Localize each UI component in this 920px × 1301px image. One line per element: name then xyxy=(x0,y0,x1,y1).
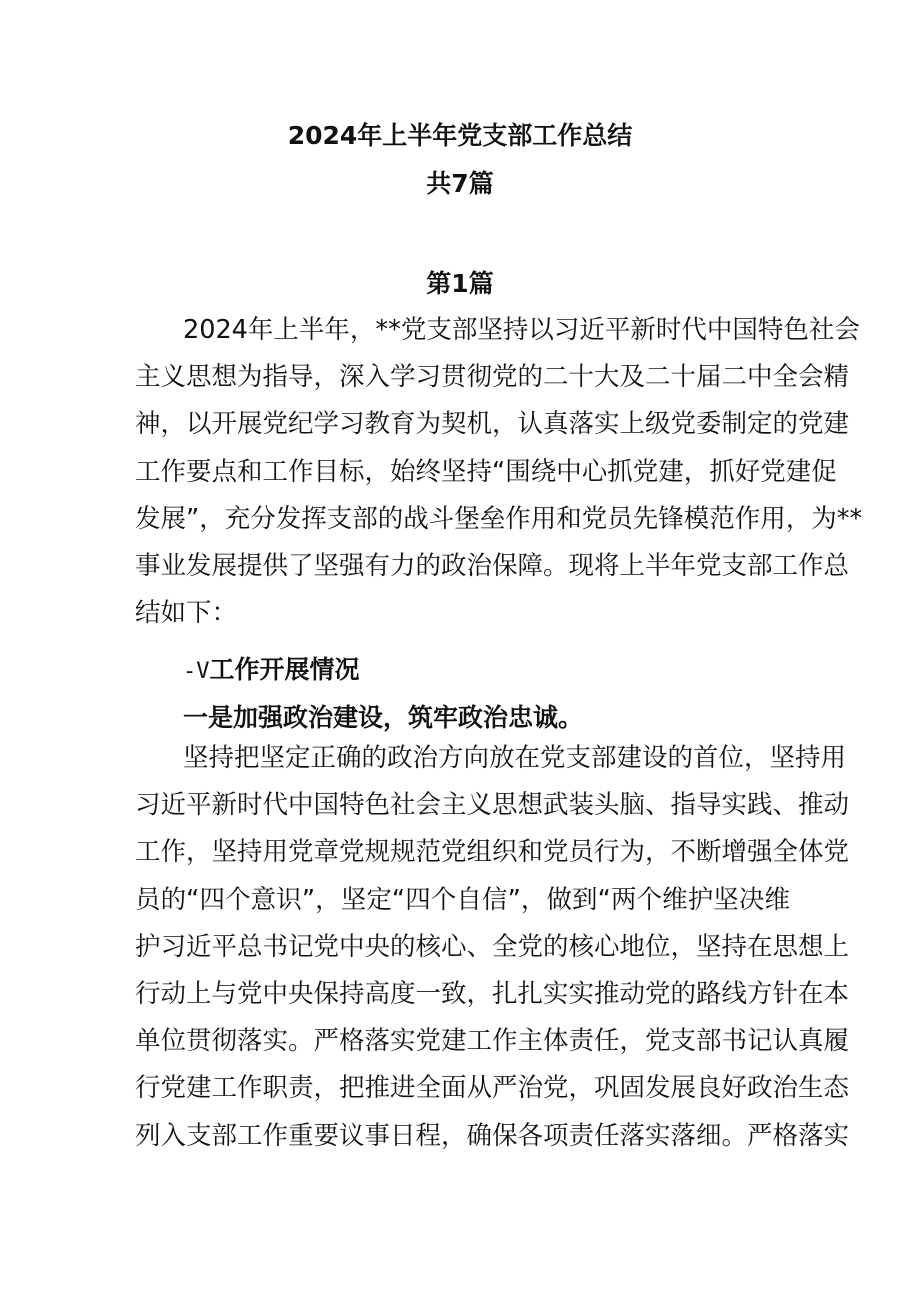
section-heading-text: 工作开展情况 xyxy=(209,655,360,684)
document-subtitle: 共7篇 xyxy=(426,169,494,198)
paragraph-line: 列入支部工作重要议事日程，确保各项责任落实落细。严格落实 xyxy=(135,1120,850,1151)
paragraph-line: 2024年上半年，**党支部坚持以习近平新时代中国特色社会 xyxy=(183,315,860,345)
paragraph-line: 护习近平总书记党中央的核心、全党的核心地位，坚持在思想上 xyxy=(135,931,850,962)
document-title: 2024年上半年党支部工作总结 xyxy=(287,121,633,150)
paragraph-line: 工作要点和工作目标，始终坚持“围绕中心抓党建，抓好党建促 xyxy=(135,456,837,487)
paragraph-line: 行动上与党中央保持高度一致，扎扎实实推动党的路线方针在本 xyxy=(135,978,850,1009)
part-label: 第1篇 xyxy=(426,269,494,298)
section-heading-prefix: -V xyxy=(183,659,210,684)
paragraph-line: 事业发展提供了坚强有力的政治保障。现将上半年党支部工作总 xyxy=(135,550,850,581)
body-paragraph xyxy=(135,735,850,1160)
paragraph-line: 习近平新时代中国特色社会主义思想武装头脑、指导实践、推动 xyxy=(135,790,850,821)
section-heading xyxy=(183,650,360,686)
paragraph-line: 单位贯彻落实。严格落实党建工作主体责任，党支部书记认真履 xyxy=(135,1026,850,1057)
paragraph-line: 结如下： xyxy=(135,598,238,629)
paragraph-line: 主义思想为指导，深入学习贯彻党的二十大及二十届二中全会精 xyxy=(135,362,850,393)
paragraph-line: 坚持把坚定正确的政治方向放在党支部建设的首位，坚持用 xyxy=(183,743,847,773)
paragraph-line: 工作，坚持用党章党规规范党组织和党员行为，不断增强全体党 xyxy=(135,837,850,868)
paragraph-line: 神，以开展党纪学习教育为契机，认真落实上级党委制定的党建 xyxy=(135,409,850,440)
paragraph-line: 员的“四个意识”，坚定“四个自信”，做到“两个维护坚决维 xyxy=(135,884,790,915)
paragraph-line: 行党建工作职责，把推进全面从严治党，巩固发展良好政治生态 xyxy=(135,1073,850,1104)
intro-paragraph xyxy=(135,307,863,637)
subheading: 一是加强政治建设，筑牢政治忠诚。 xyxy=(183,703,584,732)
paragraph-line: 发展”，充分发挥支部的战斗堡垒作用和党员先锋模范作用，为** xyxy=(135,503,863,534)
